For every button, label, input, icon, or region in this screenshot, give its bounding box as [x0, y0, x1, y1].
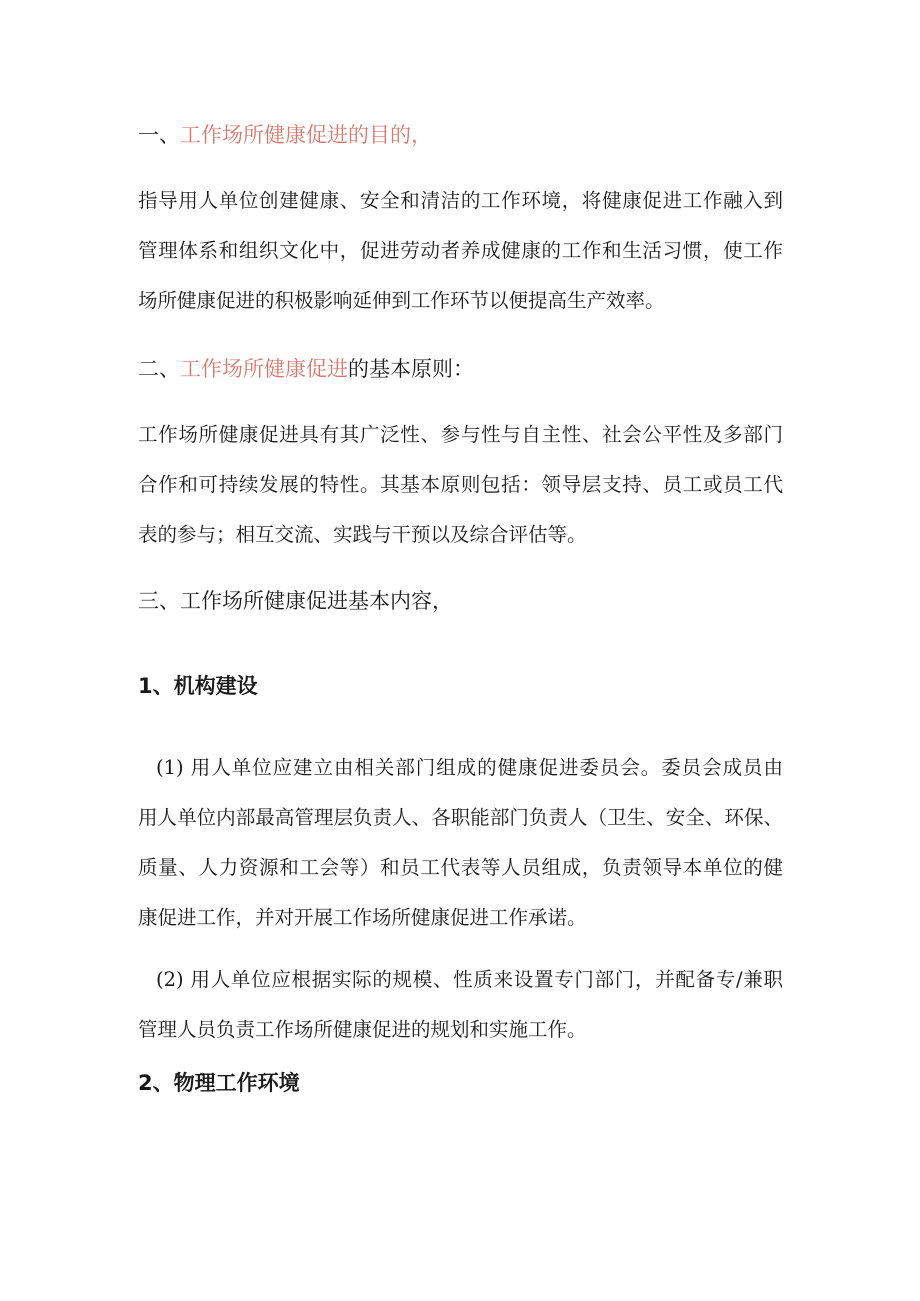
- heading-physical-environment: 2、物理工作环境: [138, 1071, 300, 1095]
- paragraph-line: 场所健康促进的积极影响延伸到工作环节以便提高生产效率。: [138, 289, 665, 312]
- heading-organization: 1、机构建设: [138, 674, 258, 698]
- paragraph-line: 合作和可持续发展的特性。其基本原则包括：领导层支持、员工或员工代: [138, 473, 783, 496]
- heading-principles-prefix: 二、: [138, 357, 180, 381]
- paragraph-principles: [138, 410, 783, 560]
- paragraph-line: 用人单位内部最高管理层负责人、各职能部门负责人（卫生、安全、环保、: [138, 806, 783, 829]
- paragraph-organization-2: [138, 955, 783, 1055]
- paragraph-line: 表的参与；相互交流、实践与干预以及综合评估等。: [138, 523, 587, 546]
- paragraph-line: 康促进工作，并对开展工作场所健康促进工作承诺。: [138, 906, 587, 929]
- heading-content: 三、工作场所健康促进基本内容，: [138, 589, 453, 613]
- paragraph-line: 指导用人单位创建健康、安全和清洁的工作环境，将健康促进工作融入到: [138, 189, 783, 212]
- heading-purpose: [138, 121, 432, 149]
- heading-principles: [138, 355, 474, 383]
- paragraph-organization-1: [138, 743, 783, 943]
- heading-principles-accent: 工作场所健康促进: [180, 357, 348, 381]
- paragraph-line: 管理人员负责工作场所健康促进的规划和实施工作。: [138, 1018, 587, 1041]
- paragraph-purpose: [138, 176, 783, 326]
- paragraph-line: 管理体系和组织文化中，促进劳动者养成健康的工作和生活习惯，使工作: [138, 239, 783, 262]
- paragraph-line: (1) 用人单位应建立由相关部门组成的健康促进委员会。委员会成员由: [156, 756, 783, 779]
- paragraph-line: 工作场所健康促进具有其广泛性、参与性与自主性、社会公平性及多部门: [138, 423, 783, 446]
- heading-purpose-title: 工作场所健康促进的目的，: [180, 123, 432, 147]
- heading-principles-rest: 的基本原则：: [348, 357, 474, 381]
- paragraph-line: (2) 用人单位应根据实际的规模、性质来设置专门部门，并配备专/兼职: [156, 968, 783, 991]
- heading-purpose-prefix: 一、: [138, 123, 180, 147]
- paragraph-line: 质量、人力资源和工会等）和员工代表等人员组成，负责领导本单位的健: [138, 856, 783, 879]
